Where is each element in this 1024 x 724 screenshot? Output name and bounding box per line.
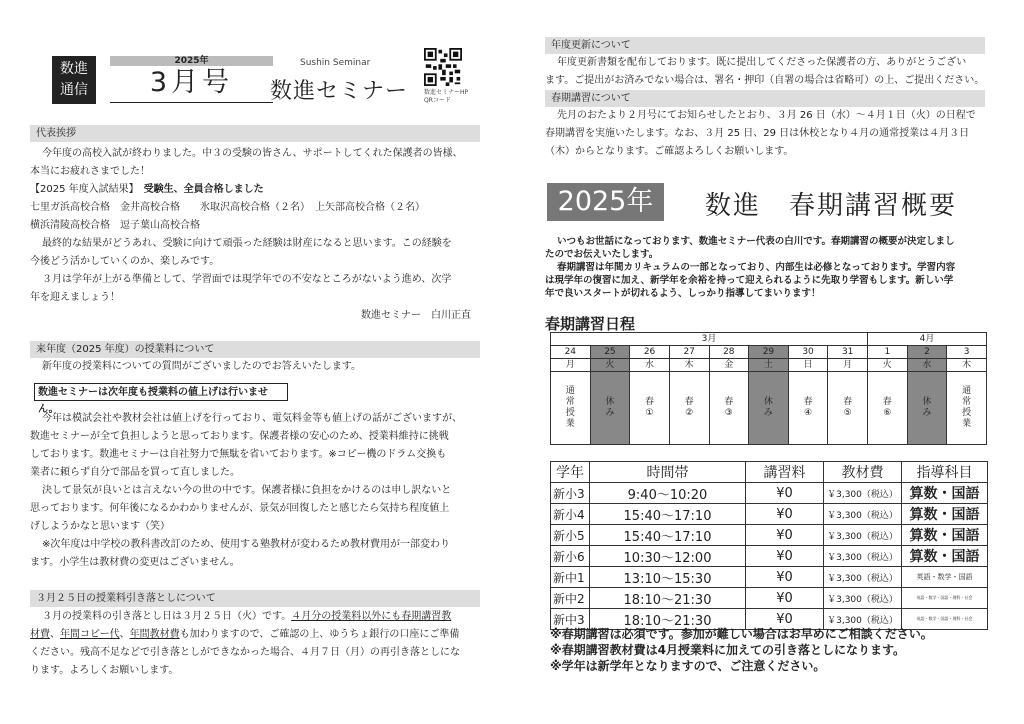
calendar-date: 24 [551,346,591,359]
newsletter-badge [52,56,96,104]
fee-subjects: 算数・国語 [902,504,988,525]
calendar-weekday: 水 [630,359,670,372]
fee-grade: 新小4 [551,504,590,525]
fee-materials: ￥3,300（税込） [824,567,902,588]
calendar-event [551,372,591,445]
calendar-event-label: 春 ④ [803,397,813,418]
issue-month: 3月号 [110,66,273,103]
calendar-date: 31 [828,346,868,359]
calendar-date: 2 [907,346,947,359]
calendar-event-label: 春 ③ [724,397,734,418]
tuition-line: 今年は模試会社や教材会社は値上げを行っており、電気料金等も値上げの話がございますが、 [42,413,462,424]
note-mandatory: ※春期講習は必須です。参加が難しい場合はお早めにご相談ください。 [550,627,933,641]
calendar-date: 26 [630,346,670,359]
fee-subjects: 英語・数学・国語・理科・社会 [902,609,988,630]
tuition-line: 思っております。何年後になるかわかりませんが、景気が回復したと感じたら気持ち程度値上 [30,503,450,514]
signature: 数進セミナー 白川正直 [361,310,471,321]
series-name: Sushin Seminar [300,58,371,68]
debit-item-annual-materials: 年間教材費 [129,629,180,640]
fee-subjects: 算数・国語 [902,546,988,567]
calendar-date: 29 [749,346,789,359]
calendar-event-label: 春 ⑤ [843,397,853,418]
calendar-event-row [551,372,987,445]
calendar-weekday: 土 [749,359,789,372]
fee-amount: ¥0 [746,546,824,567]
fee-amount: ¥0 [746,504,824,525]
month-april: 4月 [868,333,987,346]
calendar-event-label: 休 み [922,397,932,418]
debit-separator: 、 [119,629,130,640]
tuition-line: 決して景気が良いとは言えない今の世の中です。保護者様に負担をかけるのは申し訳ないと [42,485,452,496]
fee-header-cell: 時間帯 [590,462,746,483]
no-price-increase-notice: 数進セミナーは次年度も授業料の値上げは行いません。 [34,383,288,401]
qr-caption-1: 数進セミナーHP [424,89,469,96]
debit-line [30,626,475,644]
debit-item-copy: 年間コピー代 [60,629,120,640]
month-march: 3月 [551,333,868,346]
calendar-weekday: 火 [590,359,630,372]
calendar-event [749,372,789,445]
greeting-line: 年を迎えましょう！ [30,292,120,303]
calendar-weekday: 木 [669,359,709,372]
results-list: 七里ガ浜高校合格 金井高校合格 氷取沢高校合格（２名） 上矢部高校合格（２名） [30,202,425,213]
fee-grade: 新中2 [551,588,590,609]
fee-materials: ￥3,300（税込） [824,546,902,567]
badge-line-1: 数進 [60,61,88,77]
fee-grade: 新小6 [551,546,590,567]
fee-header-cell: 教材費 [824,462,902,483]
calendar-weekday-row [551,359,987,372]
calendar-month-row [551,333,987,346]
fee-subjects: 算数・国語 [902,525,988,546]
calendar-event [828,372,868,445]
calendar-weekday: 日 [788,359,828,372]
overview-title: 数進 春期講習概要 [705,191,958,221]
overview-line: 年で良いスタートが切れるよう、しっかり指導してまいります！ [545,288,821,299]
calendar-event [788,372,828,445]
calendar-date: 28 [709,346,749,359]
fee-grade: 新中3 [551,609,590,630]
overview-line: いつもお世話になっております、数進セミナー代表の白川です。春期講習の概要が決定しまし [557,236,955,247]
greeting-line: ３月は学年が上がる準備として、学習面では現学年での不安なところがないよう進め、次学 [42,274,452,285]
fee-row [551,504,988,525]
calendar-date: 3 [947,346,987,359]
renewal-line: ます。ご提出がお済みでない場合は、署名・押印（自署の場合は省略可）の上、ご提出ください。 [545,75,985,86]
debit-heading: ３月２５日の授業料引き落としについて [30,590,480,607]
fee-row [551,483,988,504]
spring-notice-body [545,107,987,161]
calendar-event-label: 春 ② [684,397,694,418]
fee-materials: ￥3,300（税込） [824,483,902,504]
fee-materials: ￥3,300（税込） [824,609,902,630]
calendar-event [907,372,947,445]
fee-row [551,546,988,567]
masthead [30,56,480,104]
tuition-line: しております。数進セミナーは自社努力で無駄を省いております。※コピー機のドラム交換も [30,449,447,460]
fee-time: 18:10〜21:30 [590,609,746,630]
calendar-event-label: 通 常 授 業 [962,386,972,429]
fee-subjects: 算数・国語 [902,483,988,504]
fee-amount: ¥0 [746,483,824,504]
calendar-date: 1 [868,346,908,359]
tuition-line: げしようかなと思います（笑） [30,521,170,532]
fee-time: 10:30〜12:00 [590,546,746,567]
fee-subjects: 英語・数学・国語・理科・社会 [902,588,988,609]
overview-intro [545,235,987,300]
greeting-line: 本当にお疲れさまでした！ [30,166,150,177]
debit-line: ください。残高不足などで引き落としができなかった場合、４月７日（月）の再引き落としにな [30,647,460,658]
calendar-date: 25 [590,346,630,359]
debit-rest: も加わりますので、ご確認の上、ゆうちょ銀行の口座にご準備 [179,629,460,640]
tuition-heading: 来年度（2025 年度）の授業料について [30,341,480,358]
tuition-body [30,410,475,572]
greeting-line: 今年度の高校入試が終わりました。中３の受験の皆さん、サポートしてくれた保護者の皆様、 [42,148,463,159]
calendar-weekday: 月 [828,359,868,372]
fee-row [551,588,988,609]
school-name: 数進セミナー [270,79,409,104]
fee-subjects: 英語・数学・国語 [902,567,988,588]
fee-header-cell: 講習料 [746,462,824,483]
calendar-event-label: 休 み [763,397,773,418]
debit-line: ります。よろしくお願いします。 [30,665,179,676]
renewal-heading: 年度更新について [545,37,985,54]
debit-extra-text: ４月分の授業料以外にも春期講習教 [291,611,452,622]
issue-year: 2025年 [110,56,273,66]
renewal-body [545,54,987,90]
greeting-line: 今後どう活かしていくのか、楽しみです。 [30,256,220,267]
fee-time: 13:10〜15:30 [590,567,746,588]
fee-row [551,567,988,588]
overview-line: は現学年の復習に加え、新学年を余裕を持って迎えられるように先取り学習もします。新しい学 [545,275,954,286]
calendar-weekday: 月 [551,359,591,372]
renewal-line: 年度更新書類を配布しております。既に提出してくださった保護者の方、ありがとうござい [557,57,967,68]
fee-materials: ￥3,300（税込） [824,504,902,525]
fee-amount: ¥0 [746,609,824,630]
fee-time: 15:40〜17:10 [590,525,746,546]
note-new-grade: ※学年は新学年となりますので、ご注意ください。 [550,659,826,673]
calendar-weekday: 金 [709,359,749,372]
fee-amount: ¥0 [746,567,824,588]
fee-grade: 新小5 [551,525,590,546]
overview-line: たのでお伝えいたします。 [545,249,659,260]
calendar-event-label: 休 み [605,397,615,418]
calendar-event [709,372,749,445]
spring-notice-line: 春期講習を実施いたします。なお、３月 25 日、29 日は休校となり４月の通常授業は４月３日 [545,128,970,139]
calendar-weekday: 水 [907,359,947,372]
calendar-weekday: 火 [868,359,908,372]
fee-materials: ￥3,300（税込） [824,525,902,546]
fee-amount: ¥0 [746,588,824,609]
schedule-title: 春期講習日程 [545,315,636,333]
calendar-weekday: 木 [947,359,987,372]
calendar-event [947,372,987,445]
calendar-event-label: 春 ⑥ [882,397,892,418]
tuition-line: 新年度の授業料についての質問がございましたのでお答えいたします。 [42,361,361,372]
qr-caption-2: QRコード [424,97,451,104]
overview-year: 2025年 [547,183,664,221]
debit-date-text: ３月の授業料の引き落とし日は３月２５日（火）です。 [42,611,292,622]
qr-code-icon[interactable] [424,48,462,86]
tuition-line: ※次年度は中学校の教科書改訂のため、使用する塾教材が変わるため教材費用が一部変わり [42,539,450,550]
fee-header-cell: 学年 [551,462,590,483]
badge-line-2: 通信 [60,82,88,98]
spring-notice-heading: 春期講習について [545,90,985,107]
greeting-body [30,145,475,325]
fee-row [551,525,988,546]
schedule-calendar [550,332,987,445]
calendar-event [669,372,709,445]
fee-header-row [551,462,988,483]
fee-time: 15:40〜17:10 [590,504,746,525]
spring-notice-line: 先月のおたより２月号にてお知らせしたとおり、３月 26 日（水）〜４月１日（火）の日程で [557,110,976,121]
greeting-line: 最終的な結果がどうあれ、受験に向けて頑張った経験は財産になると思います。この経験を [42,238,452,249]
calendar-event-label: 通 常 授 業 [565,386,575,429]
calendar-event [590,372,630,445]
calendar-date: 27 [669,346,709,359]
fee-time: 18:10〜21:30 [590,588,746,609]
results-tagline: 受験生、全員合格しました [143,184,264,195]
fee-amount: ¥0 [746,525,824,546]
calendar-date-row [551,346,987,359]
results-line [30,181,475,199]
calendar-date: 30 [788,346,828,359]
debit-line [30,608,475,626]
results-heading: 【2025 年度入試結果】 [30,184,134,195]
calendar-event [868,372,908,445]
fee-grade: 新中1 [551,567,590,588]
fee-materials: ￥3,300（税込） [824,588,902,609]
fee-table [550,461,988,630]
tuition-line: 数進セミナーが全て負担しようと思っております。保護者様の安心のため、授業料維持に挑戦 [30,431,449,442]
debit-body [30,608,475,680]
debit-item-materials: 材費 [30,629,50,640]
greeting-heading: 代表挨拶 [30,125,480,142]
tuition-line: ます。小学生は教材費の変更はございません。 [30,557,240,568]
fee-header-cell: 指導科目 [902,462,988,483]
note-materials-debit: ※春期講習教材費は4月授業料に加えての引き落としになります。 [550,643,906,657]
fee-time: 9:40〜10:20 [590,483,746,504]
calendar-event-label: 春 ① [645,397,655,418]
results-list: 横浜清陵高校合格 逗子葉山高校合格 [30,220,200,231]
spring-notice-line: （木）からとなります。ご確認よろしくお願いします。 [545,146,794,157]
overview-title-row [547,183,987,223]
overview-line: 春期講習は年間カリキュラムの一部となっており、内部生は必修となっております。学習内容 [557,262,956,273]
calendar-event [630,372,670,445]
debit-separator: 、 [50,629,60,640]
tuition-intro [30,358,475,376]
tuition-line: 業者に頼らず自分で部品を買って直しました。 [30,467,240,478]
fee-grade: 新小3 [551,483,590,504]
